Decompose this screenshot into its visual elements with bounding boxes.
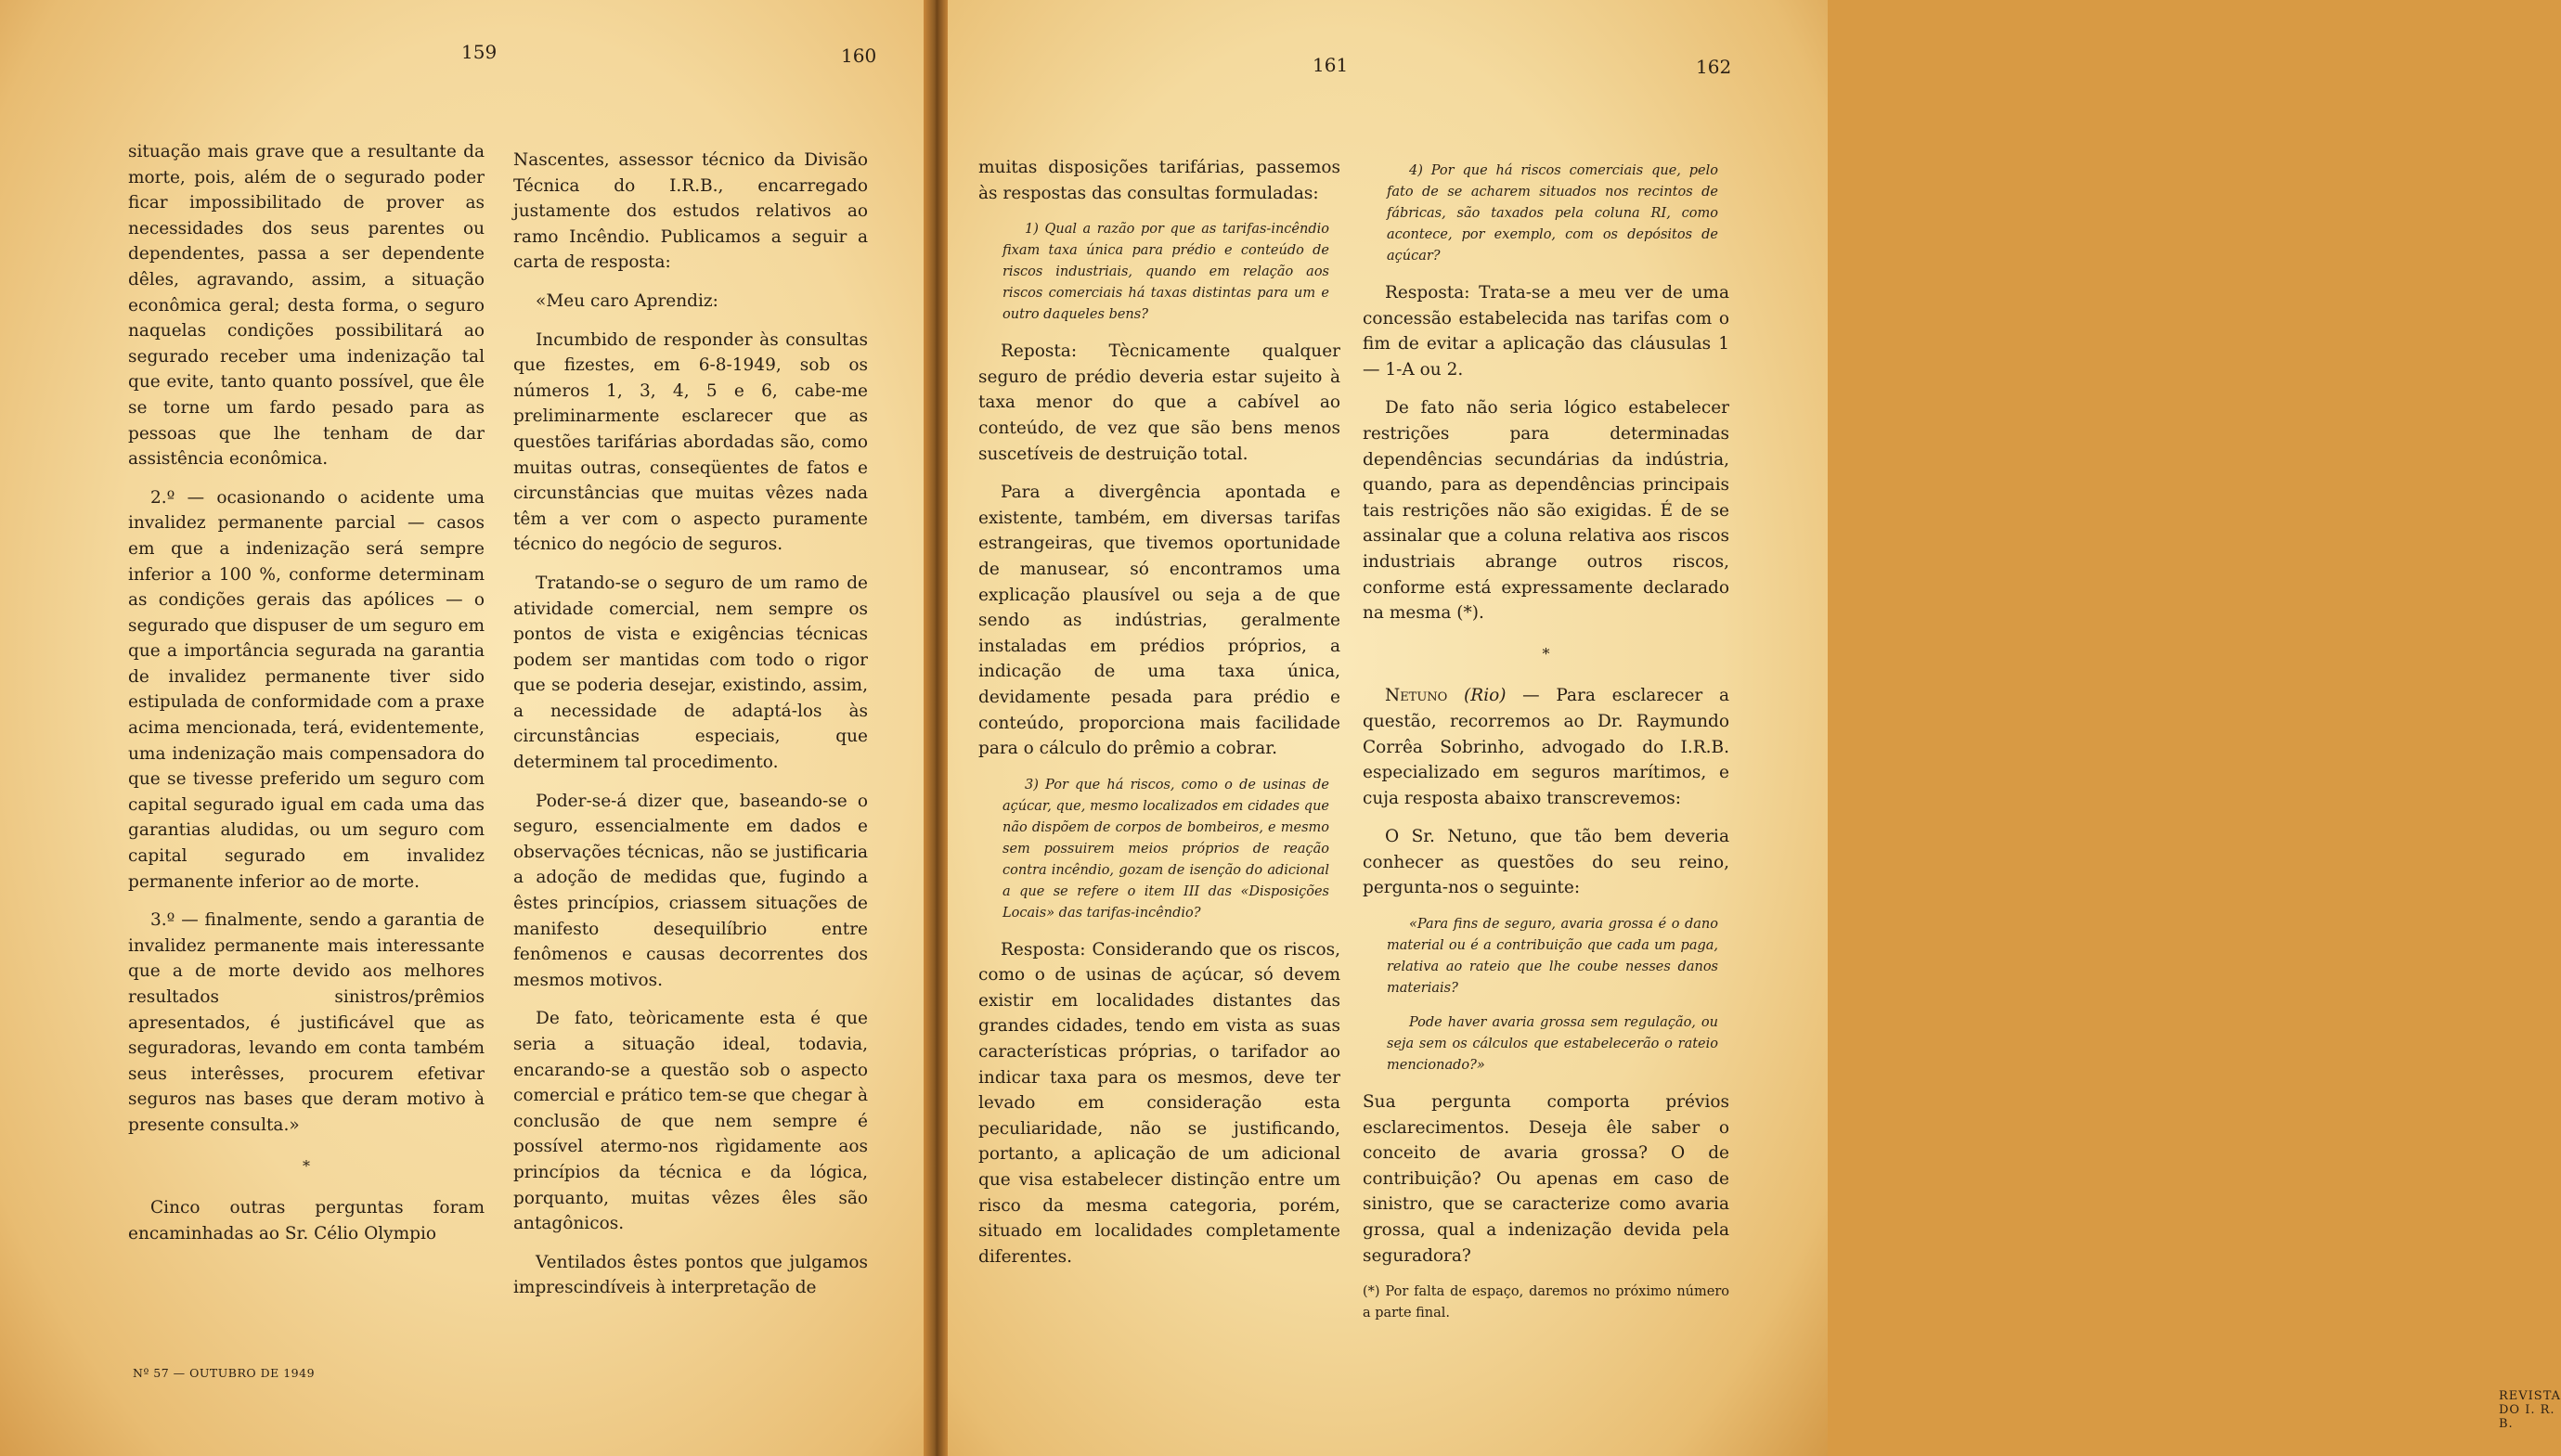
issue-footer: Nº 57 — OUTUBRO DE 1949 — [133, 1366, 316, 1380]
question-quote: 3) Por que há riscos, como o de usinas de açúcar, que, mesmo localizados em cidades que não dispõem de corpos de bombeiros, e mesmo sem possuirem meios próprios de reação contra incêndio, gozam de isenção do adicional a que se refere o item III das «Disposições Locais» das tarifas-incêndio? — [1002, 777, 1329, 921]
page-160-column — [513, 148, 868, 1314]
body-paragraph: Cinco outras perguntas foram encaminhadas ao Sr. Célio Olympio — [128, 1198, 485, 1243]
journal-footer: REVISTA DO I. R. B. — [2499, 1389, 2561, 1431]
body-paragraph: Reposta: Tècnicamente qualquer seguro de prédio deveria estar sujeito à taxa menor do que a cabível ao conteúdo, de vez que são bens menos suscetíveis de destruição total. — [978, 341, 1340, 464]
lead-text: — Para esclarecer a questão, recorremos ao Dr. Raymundo Corrêa Sobrinho, advogado do I.R.B. especializado em seguros marítimos, e cuja resposta abaixo transcrevemos: — [1363, 686, 1729, 808]
body-paragraph: Resposta: Considerando que os riscos, como o de usinas de açúcar, só devem existir em localidades distantes das grandes cidades, tendo em vista as suas características próprias, o tarifador ao indicar taxa para os mesmos, deve ter levado em consideração esta peculiaridade, não se justificando, portanto, a aplicação de um adicional que visa estabelecer distinção entre um risco da mesma categoria, porém, situado em localidades completamente diferentes. — [978, 939, 1340, 1267]
body-paragraph: O Sr. Netuno, que tão bem deveria conhecer as questões do seu reino, pergunta-nos o seguinte: — [1363, 827, 1729, 898]
body-paragraph: Nascentes, assessor técnico da Divisão Técnica do I.R.B., encarregado justamente dos estudos relativos ao ramo Incêndio. Publicamos a seguir a carta de resposta: — [513, 150, 868, 273]
page-number-161: 161 — [1313, 54, 1349, 76]
question-quote: Pode haver avaria grossa sem regulação, ou seja sem os cálculos que estabelecerão o rateio mencionado?» — [1387, 1015, 1718, 1074]
page-161-column — [978, 155, 1340, 1282]
section-separator: * — [303, 1156, 310, 1175]
body-paragraph: «Meu caro Aprendiz: — [536, 290, 718, 311]
body-paragraph: Incumbido de responder às consultas que fizestes, em 6-8-1949, sob os números 1, 3, 4, 5 e 6, cabe-me preliminarmente esclarecer que as questões tarifárias abordadas são, como muitas outras, conseqüentes de fatos e circunstâncias que muitas vêzes nada têm a ver com o aspecto puramente técnico do negócio de seguros. — [513, 329, 868, 555]
right-page — [939, 0, 2561, 1456]
consultant-place: (Rio) — [1464, 686, 1507, 706]
page-159-column — [128, 139, 485, 1259]
page-number-160: 160 — [841, 45, 877, 67]
body-paragraph: Tratando-se o seguro de um ramo de atividade comercial, nem sempre os pontos de vista e exigências técnicas podem ser mantidas com todo o rigor que se poderia desejar, existindo, assim, a necessidade de adaptá-los às circunstâncias especiais, que determinem tal procedimento. — [513, 573, 868, 773]
body-paragraph: Ventilados êstes pontos que julgamos imprescindíveis à interpretação de — [513, 1252, 868, 1298]
page-number-159: 159 — [461, 41, 498, 63]
question-quote: «Para fins de seguro, avaria grossa é o dano material ou é a contribuição que cada um paga, relativa ao rateio que lhe coube nesses danos materiais? — [1387, 917, 1718, 997]
page-162-column — [1363, 155, 1729, 1324]
body-paragraph: De fato não seria lógico estabelecer restrições para determinadas dependências secundárias da indústria, quando, para as dependências principais tais restrições não são exigidas. É de se assinalar que a coluna relativa aos riscos industriais abrange outros riscos, conforme está expressamente declarado na mesma (*). — [1363, 398, 1729, 624]
left-page — [0, 0, 933, 1456]
body-paragraph: Para a divergência apontada e existente, também, em diversas tarifas estrangeiras, que tivemos oportunidade de manusear, só encontramos uma explicação plausível ou seja a de que sendo as indústrias, geralmente instaladas em prédios próprios, a indicação de uma taxa única, devidamente pesada para prédio e conteúdo, proporciona mais facilidade para o cálculo do prêmio a cobrar. — [978, 483, 1340, 759]
section-lead-paragraph — [1363, 683, 1729, 811]
body-paragraph: Poder-se-á dizer que, baseando-se o seguro, essencialmente em dados e observações técnicas, não se justificaria a adoção de medidas que, fugindo a êstes princípios, criassem situações de manifesto desequilíbrio entre fenômenos e causas decorrentes dos mesmos motivos. — [513, 791, 868, 990]
body-paragraph: 3.º — finalmente, sendo a garantia de invalidez permanente mais interessante que a de morte devido aos melhores resultados sinistros/prêmios apresentados, é justificável que as seguradoras, levando em conta também seus interêsses, procurem efetivar seguros nas bases que deram motivo à presente consulta.» — [128, 910, 485, 1135]
book-gutter — [924, 0, 948, 1456]
body-paragraph: Resposta: Trata-se a meu ver de uma concessão estabelecida nas tarifas com o fim de evitar a aplicação das cláusulas 1 — 1-A ou 2. — [1363, 283, 1729, 380]
section-separator: * — [1542, 644, 1550, 663]
question-quote: 1) Qual a razão por que as tarifas-incêndio fixam taxa única para prédio e conteúdo de riscos industriais, quando em relação aos riscos comerciais há taxas distintas para um e outro daqueles bens? — [1002, 222, 1329, 323]
footnote: (*) Por falta de espaço, daremos no próximo número a parte final. — [1363, 1284, 1729, 1321]
consultant-name: Netuno — [1385, 686, 1448, 706]
body-paragraph: muitas disposições tarifárias, passemos às respostas das consultas formuladas: — [978, 158, 1340, 203]
body-paragraph: 2.º — ocasionando o acidente uma invalidez permanente parcial — casos em que a indenização será sempre inferior a 100 %, conforme determinam as condições gerais das apólices — o segurado que dispuser de um seguro em que a importância segurada na garantia de invalidez permanente tiver sido estipulada de conformidade com a praxe acima mencionada, terá, evidentemente, uma indenização mais compensadora do que se tivesse preferido um seguro com capital segurado igual em cada uma das garantias aludidas, ou um seguro com capital segurado em invalidez permanente inferior ao de morte. — [128, 487, 485, 892]
body-paragraph: situação mais grave que a resultante da morte, pois, além de o segurado poder ficar impossibilitado de prover as necessidades dos seus parentes ou dependentes, passa a ser dependente dêles, agravando, assim, a situação econômica geral; desta forma, o seguro naquelas condições possibilitará ao segurado receber uma indenização tal que evite, tanto quanto possível, que êle se torne um fardo pesado para as pessoas que lhe tenham de dar assistência econômica. — [128, 142, 485, 470]
question-quote: 4) Por que há riscos comerciais que, pelo fato de se acharem situados nos recintos de fábricas, são taxados pela coluna RI, como acontece, por exemplo, com os depósitos de açúcar? — [1387, 163, 1718, 264]
body-paragraph: De fato, teòricamente esta é que seria a situação ideal, todavia, encarando-se a questão sob o aspecto comercial e prático tem-se que chegar à conclusão de que nem sempre é possível atermo-nos rìgidamente aos princípios da técnica e da lógica, porquanto, muitas vêzes êles são antagônicos. — [513, 1009, 868, 1234]
body-paragraph: Sua pergunta comporta prévios esclarecimentos. Deseja êle saber o conceito de avaria grossa? O de contribuição? Ou apenas em caso de sinistro, que se caracterize como avaria grossa, qual a indenização devida pela seguradora? — [1363, 1092, 1729, 1266]
page-number-162: 162 — [1696, 56, 1732, 78]
